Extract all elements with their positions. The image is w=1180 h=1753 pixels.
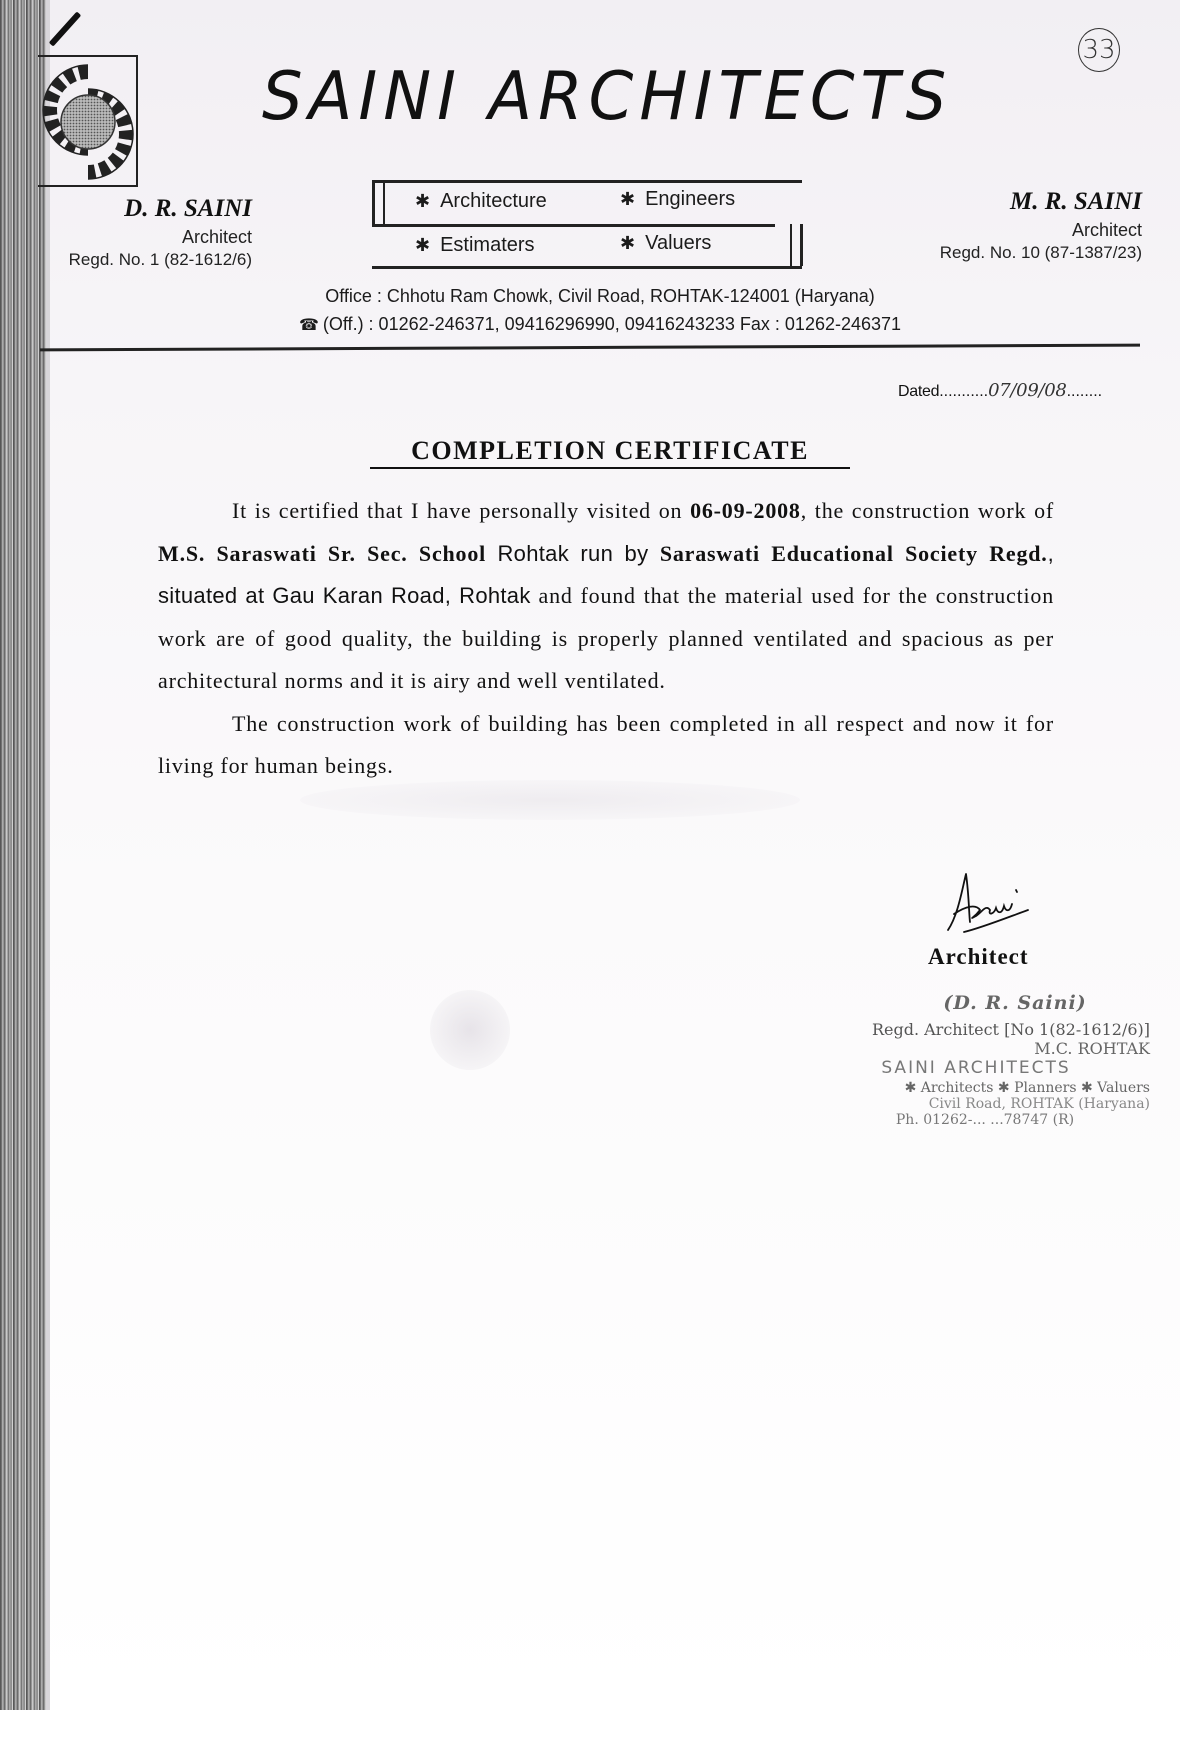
text: and found that the material used for the construction work are of good quality, the building is properly planned ventilated and spacious as per architectural norms and it is airy and well ventilated. (158, 583, 1054, 693)
service-item (415, 234, 535, 257)
service-label: Architecture (440, 190, 547, 212)
official-stamp (820, 992, 1150, 1128)
society-name: Saraswati Educational Society Regd. (659, 540, 1048, 566)
dotted-leader: ........ (1066, 383, 1103, 400)
partner-name: M. R. SAINI (1010, 188, 1142, 215)
stamp-services: ✱ Architects ✱ Planners ✱ Valuers (904, 1080, 1150, 1096)
partner-role: Architect (181, 227, 252, 247)
partner-regd: Regd. No. 10 (87-1387/23) (939, 243, 1142, 262)
phone-line (200, 314, 1000, 335)
telephone-icon: ☎ (298, 317, 319, 334)
saini-architects-logo-icon (36, 62, 136, 182)
service-label: Valuers (645, 232, 712, 254)
certificate-body (158, 490, 1054, 788)
pen-mark (49, 11, 82, 46)
text: It is certified that I have personally visited on (232, 498, 691, 523)
services-box-rule (372, 266, 802, 269)
stamp-name: (D. R. Saini) (943, 992, 1087, 1014)
asterisk-icon: ✱ (415, 191, 431, 211)
partner-left (40, 195, 252, 270)
signatory-title: Architect (928, 944, 1029, 969)
stamp-firm: SAINI ARCHITECTS (881, 1058, 1071, 1078)
partner-role: Architect (1071, 220, 1142, 240)
firm-name: SAINI ARCHITECTS (262, 58, 953, 136)
visit-date: 06-09-2008 (690, 498, 801, 523)
asterisk-icon: ✱ (415, 235, 431, 255)
asterisk-icon: ✱ (620, 189, 636, 209)
office-address: Office : Chhotu Ram Chowk, Civil Road, ROHTAK-124001 (Haryana) (325, 286, 875, 306)
partner-right (880, 188, 1142, 263)
service-label: Engineers (645, 188, 736, 210)
service-item (620, 232, 711, 255)
school-name: M.S. Saraswati Sr. Sec. School (158, 540, 487, 566)
dated-value: 07/09/08 (988, 380, 1067, 401)
stamp-mc: M.C. ROHTAK (1034, 1039, 1150, 1058)
service-item (415, 190, 547, 213)
service-item (620, 188, 735, 211)
certificate-title: COMPLETION CERTIFICATE (370, 436, 850, 469)
partner-name: D. R. SAINI (124, 195, 252, 222)
paragraph: The construction work of building has been completed in all respect and now it for living for human beings. (158, 710, 1054, 778)
stamp-phone: Ph. 01262-... ...78747 (R) (895, 1112, 1075, 1128)
page-number-circle: 33 (1078, 28, 1120, 72)
service-label: Estimaters (440, 234, 535, 256)
dated-field (898, 380, 1102, 401)
signature-icon (936, 870, 1036, 940)
stamp-address: Civil Road, ROHTAK (Haryana) (928, 1096, 1150, 1112)
text: , the construction work of (800, 498, 1054, 523)
partner-regd: Regd. No. 1 (82-1612/6) (68, 250, 252, 269)
header-divider (40, 344, 1140, 352)
dated-label: Dated (898, 383, 940, 400)
phone-numbers: (Off.) : 01262-246371, 09416296990, 09416243233 Fax : 01262-246371 (322, 314, 902, 334)
stamp-regd: Regd. Architect [No 1(82-1612/6)] (871, 1020, 1150, 1039)
asterisk-icon: ✱ (620, 233, 636, 253)
text: Rohtak run by (486, 540, 660, 566)
scan-smudge (430, 990, 510, 1070)
location: , situated at Gau Karan Road, Rohtak (158, 540, 1054, 608)
dotted-leader: ........... (939, 383, 989, 400)
paragraph (158, 490, 1054, 703)
